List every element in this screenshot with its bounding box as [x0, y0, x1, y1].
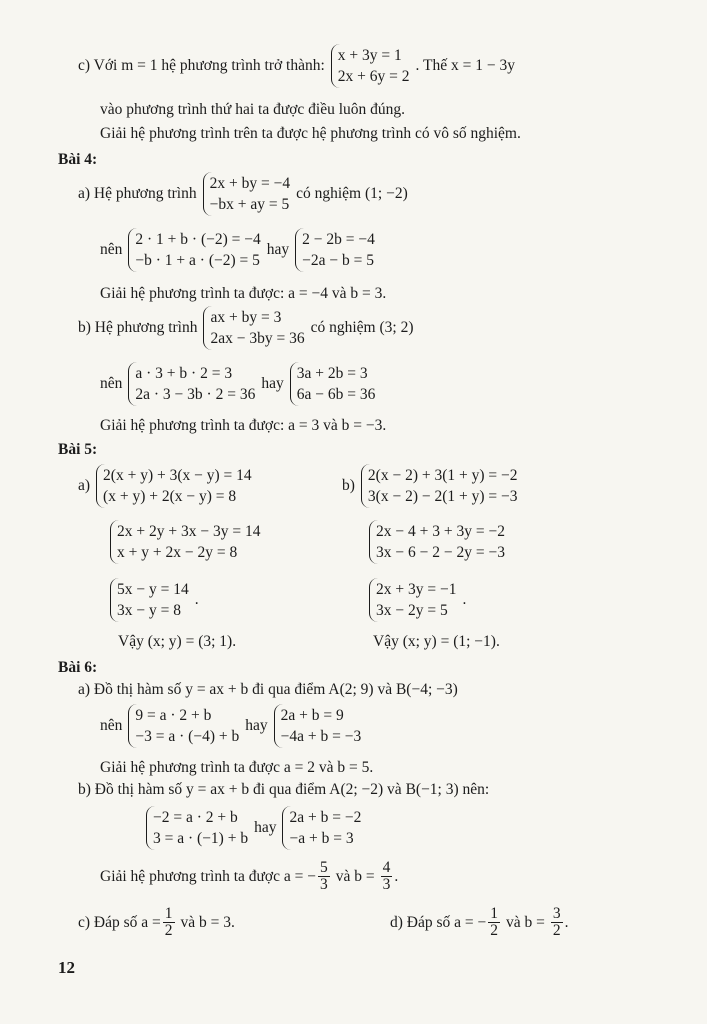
- equation: ax + by = 3: [210, 309, 282, 326]
- bai6-a-hay: hay: [245, 717, 268, 734]
- equation: −3 = a · (−4) + b: [135, 728, 240, 745]
- bai5-a-row3: [104, 578, 199, 622]
- equation: 3a + 2b = 3: [296, 365, 368, 382]
- numerator: 1: [164, 905, 173, 922]
- intro-c-line3: Giải hệ phương trình trên ta được hệ phương trình có vô số nghiệm.: [100, 125, 521, 142]
- bai5-b-system1: [361, 464, 518, 508]
- bai4-a-system: [203, 172, 290, 216]
- bai5-b-system2: [369, 520, 505, 564]
- bai4-a-text: a) Hệ phương trình: [78, 185, 197, 202]
- bai4-b-row: [78, 306, 414, 350]
- denominator: 3: [382, 876, 391, 893]
- equation: 2x + 2y + 3x − 3y = 14: [117, 523, 261, 540]
- bai4-title: Bài 4:: [58, 151, 98, 168]
- equation: 3(x − 2) − 2(1 + y) = −3: [367, 488, 518, 505]
- bai6-a-text: a) Đồ thị hàm số y = ax + b đi qua điểm A(2; 9) và B(−4; −3): [78, 681, 458, 698]
- bai4-b-hay: hay: [261, 375, 284, 392]
- bai5-a-result: Vậy (x; y) = (3; 1).: [118, 633, 237, 650]
- fraction-a: [163, 906, 175, 939]
- denominator: 2: [552, 922, 561, 939]
- bai5-b3-dot: .: [462, 591, 467, 608]
- intro-c-system: [331, 44, 410, 88]
- bai6-a-nen: nên: [100, 717, 123, 734]
- bai4-a-system2: [128, 228, 260, 272]
- equation: x + y + 2x − 2y = 8: [117, 544, 238, 561]
- bai5-b-label: b): [342, 477, 355, 494]
- equation: (x + y) + 2(x − y) = 8: [103, 488, 237, 505]
- bai6-a-result: Giải hệ phương trình ta được a = 2 và b = 5.: [100, 759, 374, 776]
- bai5-a-system2: [110, 520, 260, 564]
- bai6-d-pre: d) Đáp số a = −: [390, 913, 487, 931]
- equation: −a + b = 3: [289, 830, 354, 847]
- bai6-a-system: [128, 704, 239, 748]
- bai4-b-system3: [290, 362, 376, 406]
- bai5-b-row3: [363, 578, 466, 622]
- bai6-c-mid: và b = 3.: [180, 913, 235, 931]
- equation: 2(x − 2) + 3(1 + y) = −2: [367, 467, 518, 484]
- equation: 2(x + y) + 3(x − y) = 14: [103, 467, 252, 484]
- bai6-d-mid: và b =: [506, 913, 545, 931]
- equation: 2x − 4 + 3 + 3y = −2: [376, 523, 505, 540]
- fraction-b: [551, 906, 563, 939]
- equation: 2x + 3y = −1: [376, 581, 457, 598]
- numerator: 5: [319, 859, 328, 876]
- bai5-b-result: Vậy (x; y) = (1; −1).: [373, 633, 500, 650]
- bai6-d-row: [390, 906, 569, 939]
- bai5-a-label: a): [78, 477, 91, 494]
- bai4-b-tail: có nghiệm (3; 2): [310, 319, 414, 336]
- equation: 6a − 6b = 36: [296, 386, 376, 403]
- bai6-b-system2: [282, 806, 361, 850]
- bai6-b-hay: hay: [254, 819, 277, 836]
- equation: 9 = a · 2 + b: [135, 707, 212, 724]
- equation: 2 − 2b = −4: [302, 231, 375, 248]
- denominator: 2: [164, 922, 173, 939]
- bai6-c-pre: c) Đáp số a =: [78, 913, 161, 931]
- bai5-a-system1: [96, 464, 252, 508]
- equation: 3x − y = 8: [117, 602, 181, 619]
- bai6-d-dot: .: [564, 913, 569, 931]
- bai6-b-row: [140, 806, 367, 850]
- intro-c-line2: vào phương trình thứ hai ta được điều luôn đúng.: [100, 101, 406, 118]
- equation: −bx + ay = 5: [209, 196, 290, 213]
- intro-c-text: c) Với m = 1 hệ phương trình trở thành:: [78, 57, 325, 74]
- equation: 2 · 1 + b · (−2) = −4: [135, 231, 261, 248]
- equation: −b · 1 + a · (−2) = 5: [135, 252, 260, 269]
- equation: 2a · 3 − 3b · 2 = 36: [135, 386, 256, 403]
- denominator: 3: [319, 876, 328, 893]
- equation: 3 = a · (−1) + b: [153, 830, 249, 847]
- equation: 2a + b = 9: [280, 707, 344, 724]
- bai6-b-result-pre: Giải hệ phương trình ta được a = −: [100, 867, 316, 885]
- bai4-a-row2: [100, 228, 381, 272]
- bai4-a-row: [78, 172, 408, 216]
- bai4-a-hay: hay: [266, 241, 290, 258]
- bai5-a-system3: [110, 578, 189, 622]
- bai5-title: Bài 5:: [58, 441, 98, 458]
- bai6-title: Bài 6:: [58, 659, 98, 676]
- bai5-b-row1: [342, 464, 524, 508]
- denominator: 2: [490, 922, 499, 939]
- bai6-b-and: và b =: [335, 867, 375, 885]
- page-number: 12: [58, 958, 75, 977]
- fraction-b: [381, 860, 393, 893]
- fraction-a: [318, 860, 330, 893]
- bai4-a-tail: có nghiệm (1; −2): [296, 185, 408, 202]
- equation: 5x − y = 14: [117, 581, 189, 598]
- equation: 2x + 6y = 2: [337, 68, 410, 85]
- bai4-b-text: b) Hệ phương trình: [78, 319, 198, 336]
- equation: 2a + b = −2: [289, 809, 362, 826]
- intro-c-row: [78, 44, 515, 88]
- bai5-b-system3: [369, 578, 456, 622]
- equation: x + 3y = 1: [337, 47, 402, 64]
- bai6-a-row: [100, 704, 367, 748]
- equation: 3x − 2y = 5: [376, 602, 448, 619]
- bai6-b-dot: .: [394, 867, 399, 885]
- bai6-b-result: [100, 860, 398, 893]
- numerator: 3: [552, 905, 561, 922]
- bai6-a-system2: [274, 704, 362, 748]
- intro-c-tail: . Thế x = 1 − 3y: [415, 57, 515, 74]
- bai5-a3-dot: .: [194, 591, 199, 608]
- equation: −2a − b = 5: [302, 252, 375, 269]
- numerator: 4: [382, 859, 391, 876]
- equation: 2ax − 3by = 36: [210, 330, 305, 347]
- equation: −2 = a · 2 + b: [153, 809, 238, 826]
- bai4-a-nen: nên: [100, 241, 123, 258]
- bai4-a-result: Giải hệ phương trình ta được: a = −4 và b = 3.: [100, 285, 387, 302]
- bai4-b-row2: [100, 362, 381, 406]
- bai5-a-row1: [78, 464, 258, 508]
- numerator: 1: [490, 905, 499, 922]
- equation: 2x + by = −4: [209, 175, 291, 192]
- bai4-a-system3: [295, 228, 375, 272]
- equation: a · 3 + b · 2 = 3: [135, 365, 233, 382]
- fraction-a: [488, 906, 500, 939]
- bai5-a-row2: [104, 520, 266, 564]
- bai4-b-system: [203, 306, 304, 350]
- bai6-b-text: b) Đồ thị hàm số y = ax + b đi qua điểm A(2; −2) và B(−1; 3) nên:: [78, 781, 490, 798]
- bai4-b-result: Giải hệ phương trình ta được: a = 3 và b = −3.: [100, 417, 387, 434]
- bai6-c-row: [78, 906, 235, 939]
- bai4-b-nen: nên: [100, 375, 123, 392]
- bai5-b-row2: [363, 520, 511, 564]
- equation: −4a + b = −3: [280, 728, 362, 745]
- bai4-b-system2: [128, 362, 255, 406]
- bai6-b-system: [146, 806, 248, 850]
- equation: 3x − 6 − 2 − 2y = −3: [376, 544, 505, 561]
